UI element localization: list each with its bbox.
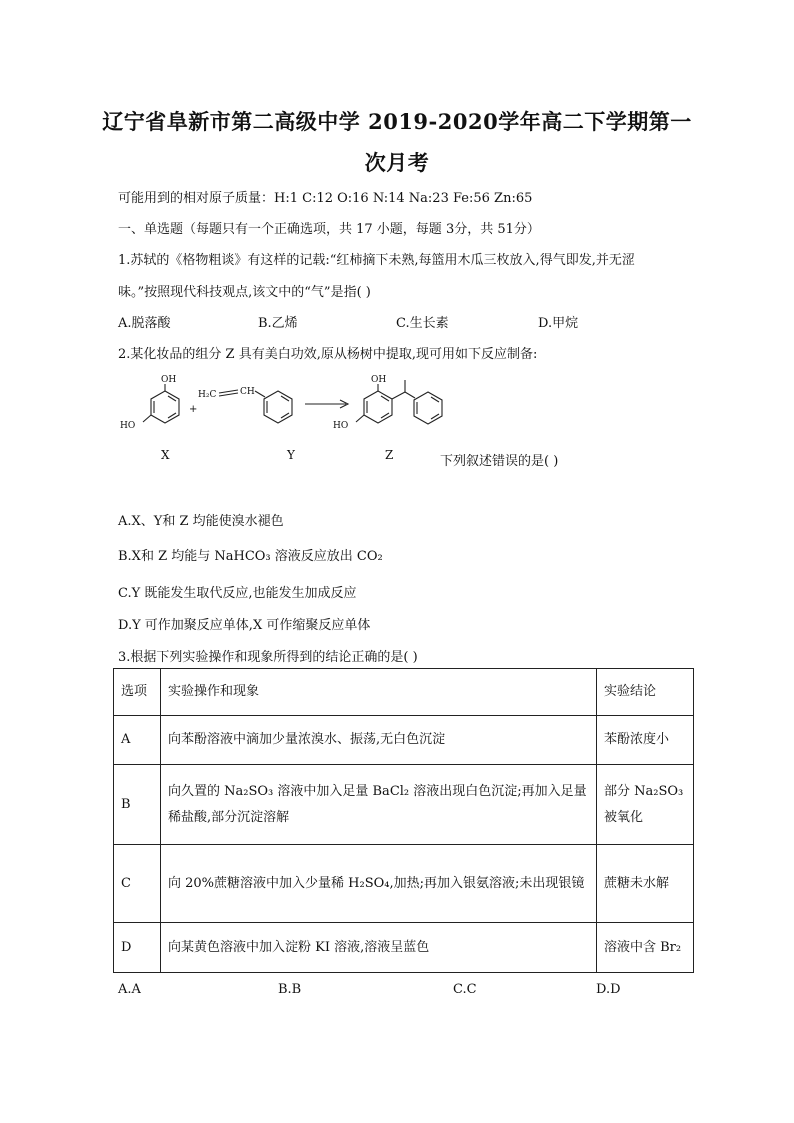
header-option: 选项: [114, 669, 161, 716]
q3-answer-a: A.A: [118, 982, 141, 997]
table-row: [114, 716, 694, 765]
q1-stem-line-2: 味。”按照现代科技观点,该文中的“气”是指( ): [118, 285, 371, 300]
row-d-operation: 向某黄色溶液中加入淀粉 KI 溶液,溶液呈蓝色: [161, 923, 597, 973]
plus-sign: +: [189, 404, 198, 415]
row-a-operation: 向苯酚溶液中滴加少量浓溴水、振荡,无白色沉淀: [161, 716, 597, 765]
header-conclusion: 实验结论: [597, 669, 694, 716]
atomic-masses: 可能用到的相对原子质量：H:1 C:12 O:16 N:14 Na:23 Fe:56 Zn:65: [118, 191, 533, 206]
x-oh-label: OH: [161, 375, 177, 385]
row-d-option: D: [114, 923, 161, 973]
row-a-conclusion: 苯酚浓度小: [597, 716, 694, 765]
row-b-option: B: [114, 765, 161, 845]
header-operation: 实验操作和现象: [161, 669, 597, 716]
z-ho-label: HO: [333, 421, 349, 431]
x-ho-label: HO: [120, 421, 136, 431]
label-y: Y: [287, 448, 295, 462]
q3-stem: 3.根据下列实验操作和现象所得到的结论正确的是( ): [118, 650, 418, 665]
table-row: [114, 923, 694, 973]
q2-stem: 2.某化妆品的组分 Z 具有美白功效,原从杨树中提取,现可用如下反应制备:: [118, 347, 538, 362]
q3-answer-b: B.B: [278, 982, 302, 997]
q2-option-a: A.X、Y和 Z 均能使溴水褪色: [118, 514, 284, 529]
z-oh-label: OH: [371, 375, 387, 385]
row-b-operation: 向久置的 Na₂SO₃ 溶液中加入足量 BaCl₂ 溶液出现白色沉淀;再加入足量稀盐酸,部分沉淀溶解: [161, 765, 597, 845]
row-c-option: C: [114, 845, 161, 923]
q3-answer-d: D.D: [596, 982, 621, 997]
y-benzene-ring: [264, 391, 292, 423]
z-benzene-ring-2: [414, 392, 442, 424]
row-a-option: A: [114, 716, 161, 765]
row-b-conclusion: 部分 Na₂SO₃ 被氧化: [597, 765, 694, 845]
q2-option-d: D.Y 可作加聚反应单体,X 可作缩聚反应单体: [118, 618, 371, 633]
label-z: Z: [385, 448, 394, 462]
table-header-row: [114, 669, 694, 716]
table-row: [114, 765, 694, 845]
q1-option-b: B.乙烯: [258, 316, 298, 331]
q1-option-a: A.脱落酸: [118, 316, 171, 331]
q3-table: [113, 668, 694, 973]
q1-option-d: D.甲烷: [538, 316, 579, 331]
row-d-conclusion: 溶液中含 Br₂: [597, 923, 694, 973]
q1-stem-line-1: 1.苏轼的《格物粗谈》有这样的记载:“红柿摘下未熟,每篮用木瓜三枚放入,得气即发,并无涩: [118, 253, 635, 268]
q1-option-c: C.生长素: [396, 316, 449, 331]
y-ch-label: CH: [240, 387, 255, 397]
page-title-line-1: 辽宁省阜新市第二高级中学 2019-2020学年高二下学期第一: [102, 109, 692, 134]
q3-answer-c: C.C: [453, 982, 477, 997]
q2-question: 下列叙述错误的是( ): [440, 454, 559, 469]
page-title-line-2: 次月考: [364, 150, 430, 175]
row-c-operation: 向 20%蔗糖溶液中加入少量稀 H₂SO₄,加热;再加入银氨溶液;未出现银镜: [161, 845, 597, 923]
q2-option-b: B.X和 Z 均能与 NaHCO₃ 溶液反应放出 CO₂: [118, 549, 383, 564]
q2-option-c: C.Y 既能发生取代反应,也能发生加成反应: [118, 586, 357, 601]
z-benzene-ring-1: [364, 391, 392, 423]
y-h2c-label: H₂C: [198, 390, 217, 400]
row-c-conclusion: 蔗糖未水解: [597, 845, 694, 923]
section-heading: 一、单选题（每题只有一个正确选项，共 17 小题，每题 3分，共 51分）: [118, 222, 540, 237]
x-benzene-ring: [151, 391, 179, 423]
table-row: [114, 845, 694, 923]
label-x: X: [161, 448, 170, 462]
